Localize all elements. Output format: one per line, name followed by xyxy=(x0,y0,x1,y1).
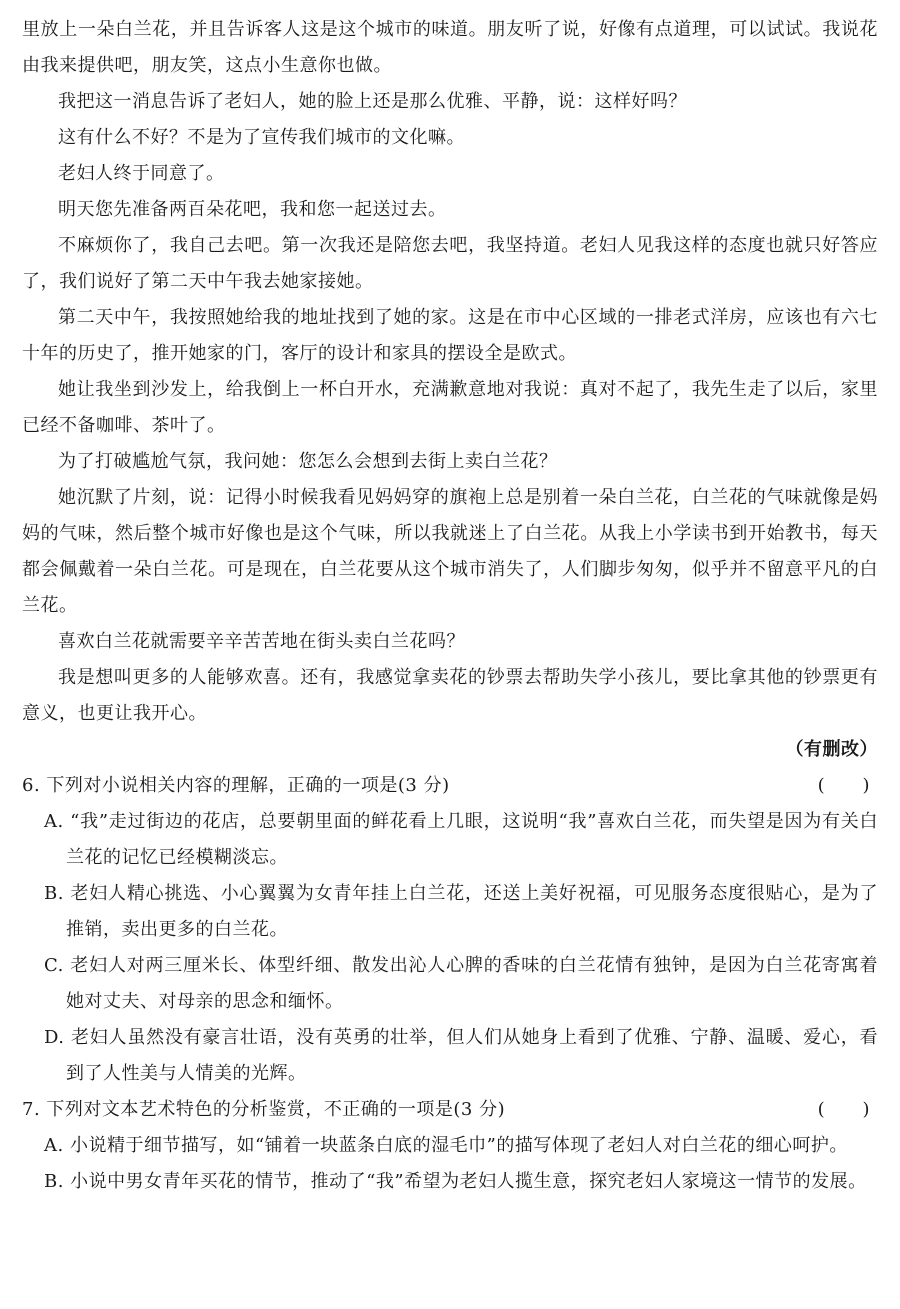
option-a: A. “我”走过街边的花店，总要朝里面的鲜花看上几眼，这说明“我”喜欢白兰花，而失望是因为有关白兰花的记忆已经模糊淡忘。 xyxy=(44,811,878,868)
passage-paragraph: 这有什么不好？不是为了宣传我们城市的文化嘛。 xyxy=(58,127,465,148)
passage-paragraph: 明天您先准备两百朵花吧，我和您一起送过去。 xyxy=(58,199,447,220)
option-d: D. 老妇人虽然没有豪言壮语，没有英勇的壮举，但人们从她身上看到了优雅、宁静、温暖、爱心，看到了人性美与人情美的光辉。 xyxy=(44,1027,878,1084)
passage-paragraph: 老妇人终于同意了。 xyxy=(58,163,225,184)
option-c: C. 老妇人对两三厘米长、体型纤细、散发出沁人心脾的香味的白兰花情有独钟，是因为白兰花寄寓着她对丈夫、对母亲的思念和缅怀。 xyxy=(44,955,878,1012)
passage-paragraph: 喜欢白兰花就需要辛辛苦苦地在街头卖白兰花吗？ xyxy=(58,631,465,652)
question-6 xyxy=(22,768,878,1092)
passage-paragraph: 她让我坐到沙发上，给我倒上一杯白开水，充满歉意地对我说：真对不起了，我先生走了以后，家里已经不备咖啡、茶叶了。 xyxy=(22,379,878,436)
question-stem-text: 6. 下列对小说相关内容的理解，正确的一项是(3 分) xyxy=(22,775,450,796)
answer-blank: ( ) xyxy=(817,1099,870,1120)
passage-paragraph: 我是想叫更多的人能够欢喜。还有，我感觉拿卖花的钞票去帮助失学小孩儿，要比拿其他的钞票更有意义，也更让我开心。 xyxy=(22,667,878,724)
passage-paragraph: 她沉默了片刻，说：记得小时候我看见妈妈穿的旗袍上总是别着一朵白兰花，白兰花的气味就像是妈妈的气味，然后整个城市好像也是这个气味，所以我就迷上了白兰花。从我上小学读书到开始教书，每天都会佩戴着一朵白兰花。可是现在，白兰花要从这个城市消失了，人们脚步匆匆，似乎并不留意平凡的白兰花。 xyxy=(22,487,878,616)
passage xyxy=(22,12,878,768)
answer-blank: ( ) xyxy=(817,775,870,796)
passage-paragraph: 为了打破尴尬气氛，我问她：您怎么会想到去街上卖白兰花？ xyxy=(58,451,558,472)
question-stem xyxy=(22,1092,878,1128)
source-note: （有删改） xyxy=(785,739,878,760)
option-a: A. 小说精于细节描写，如“铺着一块蓝条白底的湿毛巾”的描写体现了老妇人对白兰花的细心呵护。 xyxy=(44,1135,848,1156)
passage-paragraph: 我把这一消息告诉了老妇人，她的脸上还是那么优雅、平静，说：这样好吗？ xyxy=(58,91,687,112)
option-b: B. 小说中男女青年买花的情节，推动了“我”希望为老妇人揽生意，探究老妇人家境这一情节的发展。 xyxy=(44,1171,867,1192)
question-stem xyxy=(22,768,878,804)
passage-paragraph: 里放上一朵白兰花，并且告诉客人这是这个城市的味道。朋友听了说，好像有点道理，可以试试。我说花由我来提供吧，朋友笑，这点小生意你也做。 xyxy=(22,19,878,76)
passage-paragraph: 不麻烦你了，我自己去吧。第一次我还是陪您去吧，我坚持道。老妇人见我这样的态度也就只好答应了，我们说好了第二天中午我去她家接她。 xyxy=(22,235,878,292)
passage-paragraph: 第二天中午，我按照她给我的地址找到了她的家。这是在市中心区域的一排老式洋房，应该也有六七十年的历史了，推开她家的门，客厅的设计和家具的摆设全是欧式。 xyxy=(22,307,878,364)
question-7 xyxy=(22,1092,878,1200)
question-stem-text: 7. 下列对文本艺术特色的分析鉴赏，不正确的一项是(3 分) xyxy=(22,1099,506,1120)
option-b: B. 老妇人精心挑选、小心翼翼为女青年挂上白兰花，还送上美好祝福，可见服务态度很贴心，是为了推销，卖出更多的白兰花。 xyxy=(44,883,878,940)
